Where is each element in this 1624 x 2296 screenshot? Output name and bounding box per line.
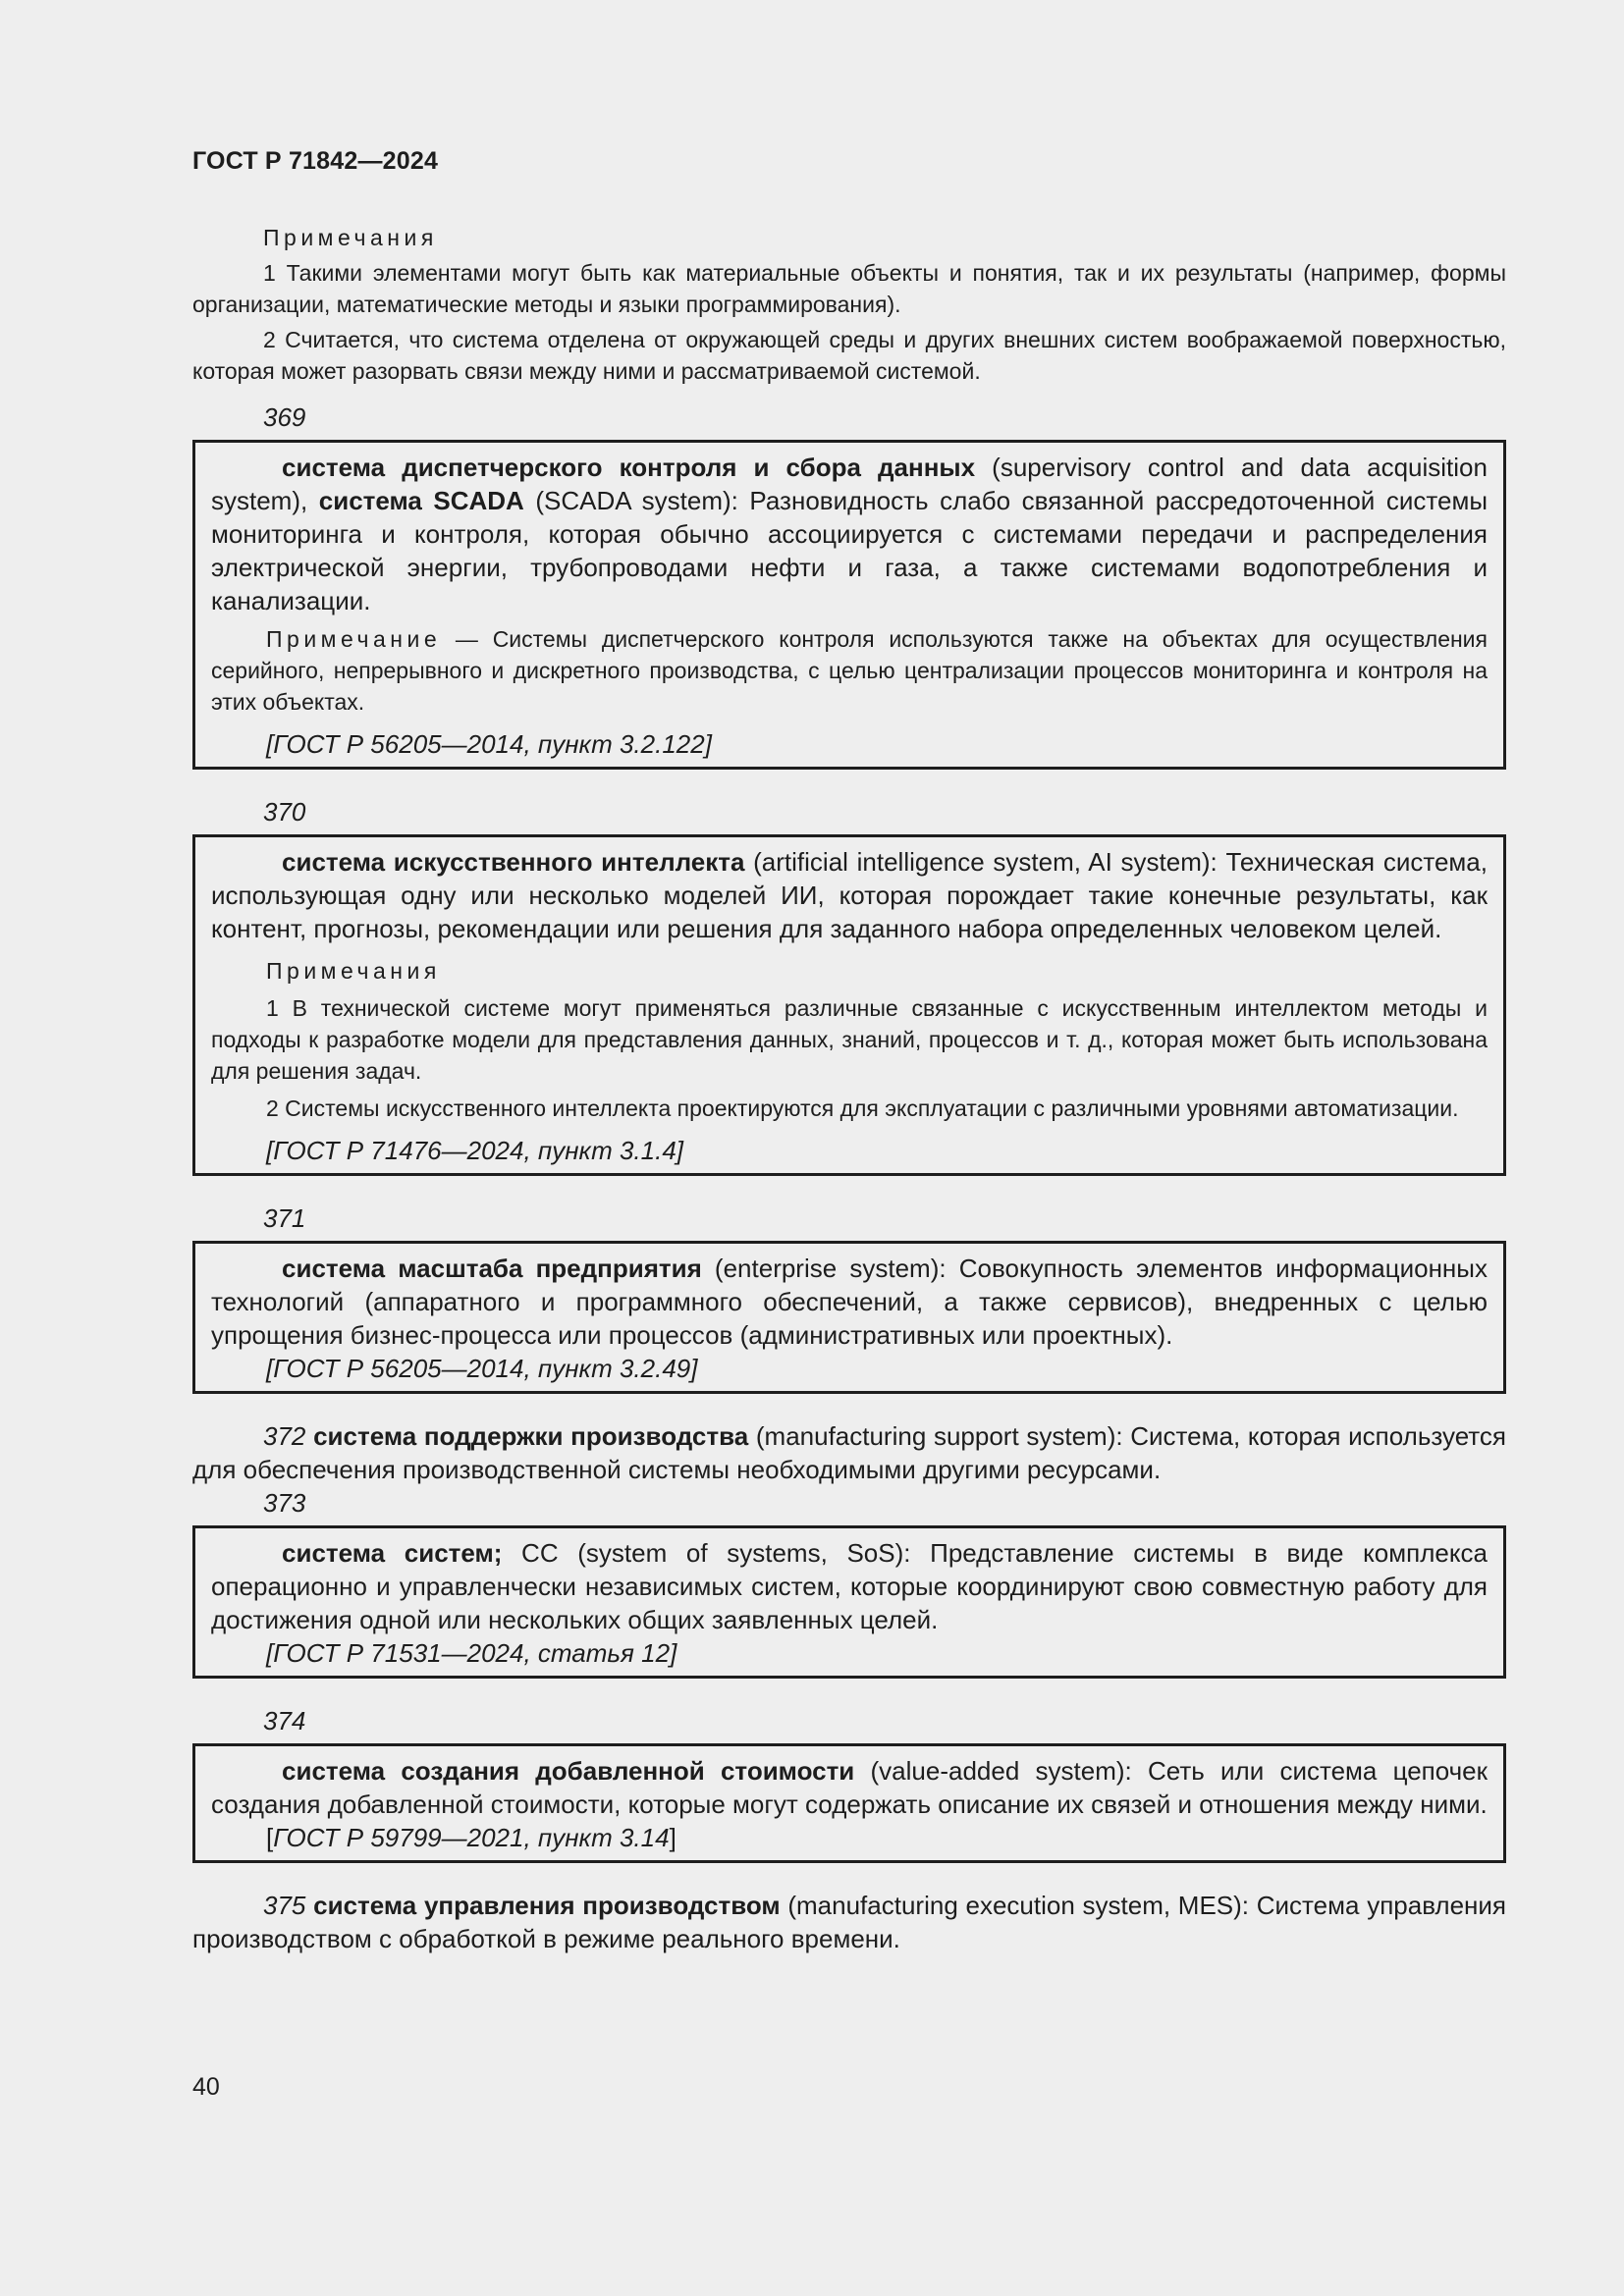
- intro-notes-heading: Примечания: [263, 225, 438, 250]
- intro-note-2: 2 Считается, что система отделена от окружающей среды и других внешних систем воображаемой поверхностью, которая может разорвать связи между ними и рассматриваемой системой.: [192, 327, 1506, 384]
- entry-number-369: 369: [263, 402, 306, 432]
- definition-375: 375 система управления производством (manufacturing execution system, MES): Система управления производством с обработкой в режиме реального времени.: [192, 1891, 1506, 1953]
- term-369: система диспетчерского контроля и сбора данных: [282, 453, 976, 482]
- term-371: система масштаба предприятия: [282, 1254, 702, 1283]
- entry-number-373: 373: [263, 1488, 306, 1518]
- definition-373: система систем; СС (system of systems, SoS): Представление системы в виде комплекса операционно и управленчески независимых систем, которые координируют свою совместную работу для достижения одной или нескольких общих заявленных целей.: [211, 1538, 1488, 1634]
- entry-number-370: 370: [263, 797, 306, 827]
- term-box-369: [192, 440, 1506, 770]
- document-body: [192, 222, 1506, 1955]
- source-370: [ГОСТ Р 71476—2024, пункт 3.1.4]: [266, 1136, 684, 1165]
- term-box-371: [192, 1241, 1506, 1394]
- source-369: [ГОСТ Р 56205—2014, пункт 3.2.122]: [266, 729, 712, 759]
- term-369-alt: система SCADA: [318, 486, 524, 515]
- term-box-374: [192, 1743, 1506, 1863]
- entry-number-372: 372: [263, 1421, 306, 1451]
- note-369: Примечание — Системы диспетчерского контроля используются также на объектах для осуществления серийного, непрерывного и дискретного производства, с целью централизации процессов мониторинга и контроля на этих объектах.: [211, 626, 1488, 715]
- entry-number-371: 371: [263, 1203, 306, 1233]
- definition-374: система создания добавленной стоимости (value-added system): Сеть или система цепочек создания добавленной стоимости, которые могут содержать описание их связей и отношения между ними.: [211, 1756, 1489, 1819]
- source-373: [ГОСТ Р 71531—2024, статья 12]: [266, 1638, 677, 1668]
- term-375: система управления производством: [313, 1891, 781, 1920]
- term-370: система искусственного интеллекта: [282, 847, 745, 877]
- term-372: система поддержки производства: [313, 1421, 749, 1451]
- definition-369: система диспетчерского контроля и сбора данных (supervisory control and data acquisition system), система SCADA (SCADA system): Разновидность слабо связанной рассредоточенной системы мониторинга и контроля, которая обычно ассоциируется с системами передачи и распределения электрической энергии, трубопроводами нефти и газа, а также системами водопотребления и канализации.: [211, 453, 1489, 615]
- source-371: [ГОСТ Р 56205—2014, пункт 3.2.49]: [266, 1354, 698, 1383]
- entry-number-375: 375: [263, 1891, 306, 1920]
- page-number: 40: [192, 2073, 220, 2101]
- intro-note-1: 1 Такими элементами могут быть как материальные объекты и понятия, так и их результаты (например, формы организации, математические методы и языки программирования).: [192, 260, 1506, 317]
- term-box-370: [192, 834, 1506, 1176]
- term-box-373: [192, 1525, 1506, 1679]
- note-370-1: 1 В технической системе могут применяться различные связанные с искусственным интеллектом методы и подходы к разработке модели для представления данных, знаний, процессов и т. д., которая может быть использована для решения задач.: [211, 995, 1488, 1084]
- notes-heading-370: Примечания: [266, 958, 441, 984]
- note-370-2: 2 Системы искусственного интеллекта проектируются для эксплуатации с различными уровнями автоматизации.: [266, 1095, 1459, 1121]
- definition-372: 372 система поддержки производства (manufacturing support system): Система, которая используется для обеспечения производственной системы необходимыми другими ресурсами.: [192, 1421, 1506, 1484]
- term-374: система создания добавленной стоимости: [282, 1756, 855, 1786]
- source-374: [ГОСТ Р 59799—2021, пункт 3.14]: [266, 1823, 677, 1852]
- term-373: система систем;: [282, 1538, 503, 1568]
- document-header: ГОСТ Р 71842—2024: [192, 147, 439, 175]
- entry-number-374: 374: [263, 1706, 306, 1735]
- definition-371: система масштаба предприятия (enterprise system): Совокупность элементов информационных технологий (аппаратного и программного обеспечений, а также сервисов), внедренных с целью упрощения бизнес-процесса или процессов (административных или проектных).: [211, 1254, 1488, 1350]
- definition-370: система искусственного интеллекта (artificial intelligence system, AI system): Техническая система, использующая одну или несколько моделей ИИ, которая порождает такие конечные результаты, как контент, прогнозы, рекомендации или решения для заданного набора определенных человеком целей.: [211, 847, 1488, 943]
